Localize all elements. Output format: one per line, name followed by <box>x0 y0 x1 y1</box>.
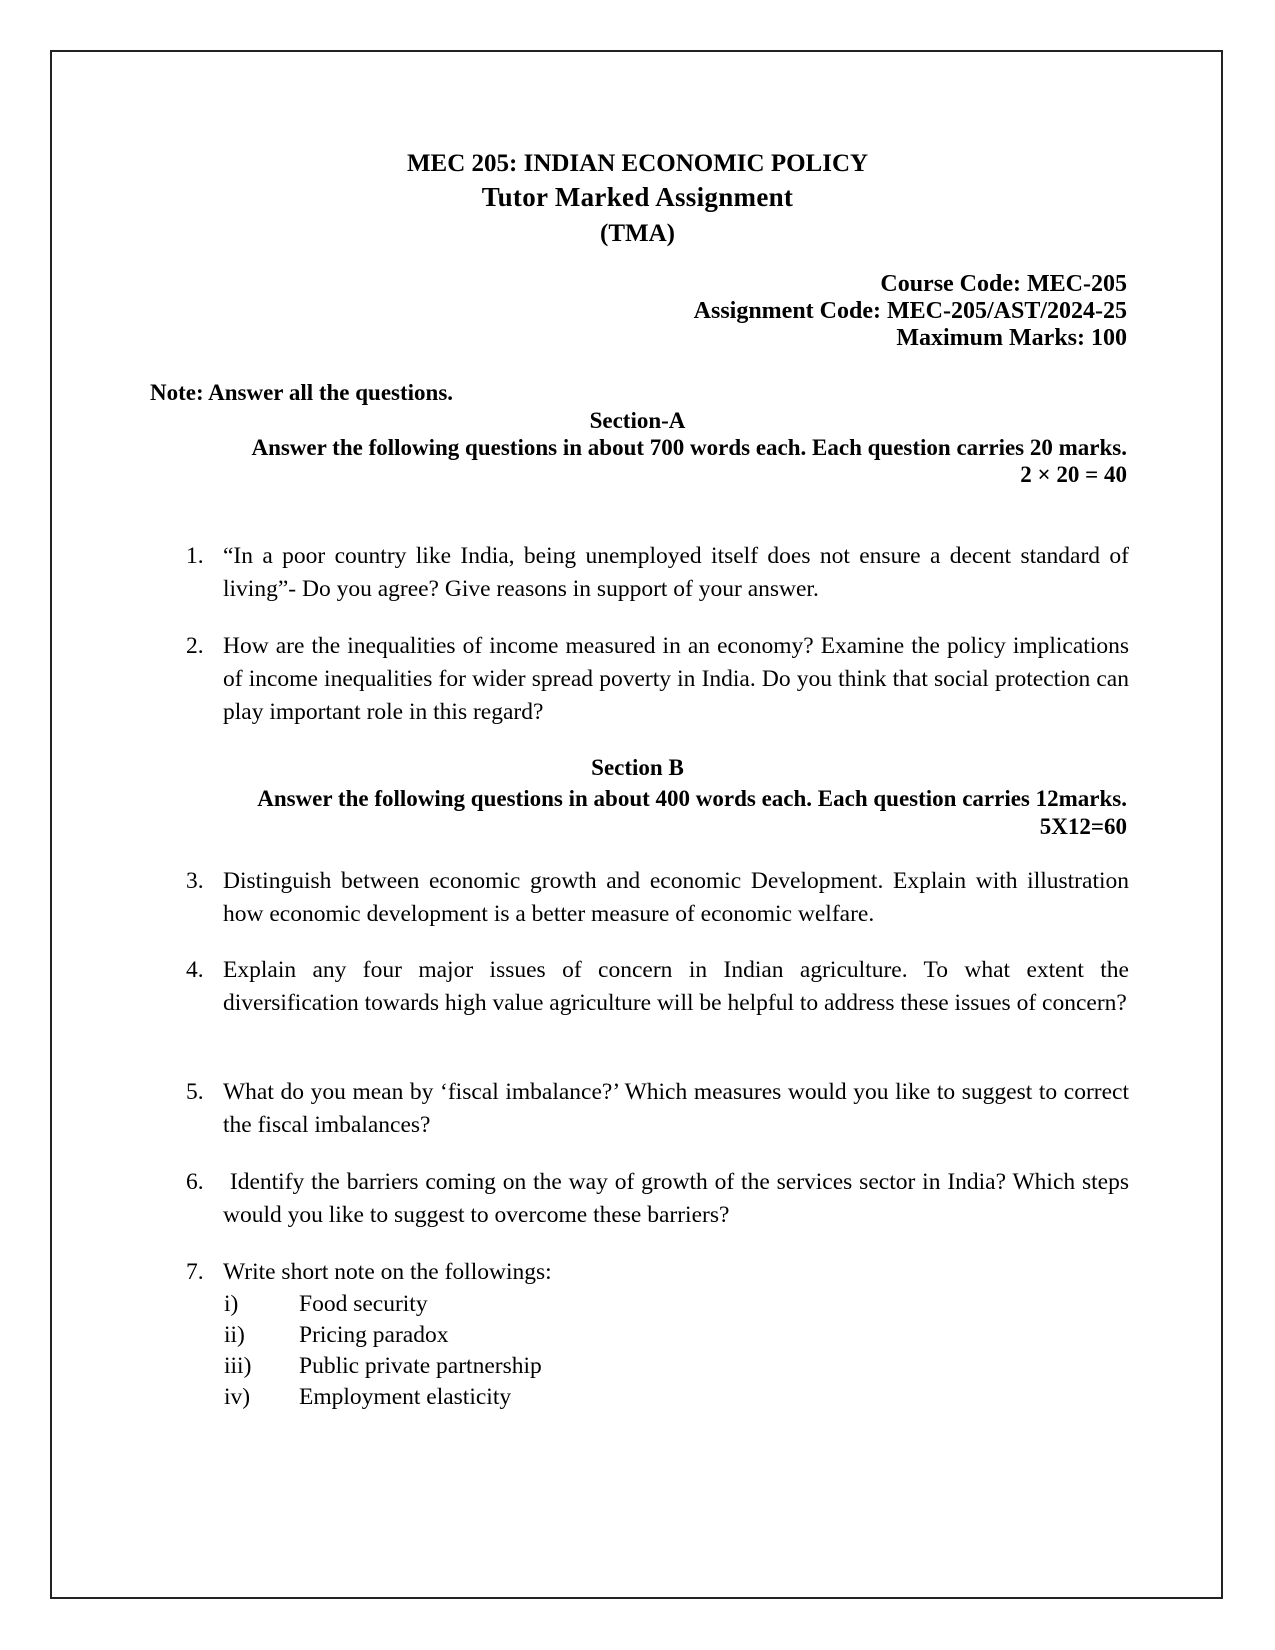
question-2 <box>186 630 1129 729</box>
course-code: Course Code: MEC-205 <box>880 271 1127 297</box>
assignment-code: Assignment Code: MEC-205/AST/2024-25 <box>693 298 1127 324</box>
sub-item <box>224 1350 542 1383</box>
section-a-title: Section-A <box>589 408 686 433</box>
question-number: 3. <box>186 868 204 894</box>
question-7 <box>186 1256 1129 1289</box>
question-text: What do you mean by ‘fiscal imbalance?’ Which measures would you like to suggest to correct the fiscal imbalances? <box>223 1079 1129 1138</box>
question-number: 4. <box>186 957 204 983</box>
sub-item-label: iii) <box>224 1353 252 1379</box>
sub-item <box>224 1288 428 1321</box>
question-1 <box>186 540 1129 606</box>
section-a-marks: 2 × 20 = 40 <box>1020 462 1127 487</box>
question-text: Distinguish between economic growth and economic Development. Explain with illustration how economic development is a better measure of economic welfare. <box>223 868 1129 927</box>
question-4 <box>186 954 1129 1020</box>
section-b-marks: 5X12=60 <box>1039 814 1127 839</box>
note: Note: Answer all the questions. <box>150 380 454 405</box>
sub-item <box>224 1381 511 1414</box>
sub-item-text: Food security <box>299 1291 428 1317</box>
question-3 <box>186 865 1129 931</box>
document-title: MEC 205: INDIAN ECONOMIC POLICY <box>406 150 869 177</box>
sub-item-label: i) <box>224 1291 239 1317</box>
question-text: “In a poor country like India, being unemployed itself does not ensure a decent standard of living”- Do you agree? Give reasons in support of your answer. <box>223 543 1129 602</box>
document-abbr: (TMA) <box>600 220 675 247</box>
sub-item-text: Public private partnership <box>299 1353 542 1379</box>
sub-item-text: Employment elasticity <box>299 1384 512 1410</box>
question-number: 5. <box>186 1079 204 1105</box>
question-number: 1. <box>186 543 204 569</box>
section-b-title: Section B <box>591 755 684 780</box>
maximum-marks: Maximum Marks: 100 <box>896 325 1127 351</box>
question-text: Identify the barriers coming on the way of growth of the services sector in India? Which steps would you like to suggest to overcome these barriers? <box>223 1169 1135 1228</box>
sub-item-label: ii) <box>224 1322 245 1348</box>
question-number: 6. <box>186 1169 204 1195</box>
question-text: How are the inequalities of income measured in an economy? Examine the policy implications of income inequalities for wider spread poverty in India. Do you think that social protection can play important role in this regard? <box>223 633 1129 725</box>
section-b-instruction: Answer the following questions in about 400 words each. Each question carries 12marks. <box>257 786 1127 811</box>
section-a-instruction: Answer the following questions in about 700 words each. Each question carries 20 marks. <box>251 435 1127 460</box>
question-6 <box>186 1166 1135 1232</box>
question-number: 7. <box>186 1259 204 1285</box>
question-number: 2. <box>186 633 204 659</box>
sub-item <box>224 1319 448 1352</box>
sub-item-text: Pricing paradox <box>299 1322 449 1348</box>
question-text: Explain any four major issues of concern in Indian agriculture. To what extent the diversification towards high value agriculture will be helpful to address these issues of concern? <box>223 957 1129 1016</box>
sub-item-label: iv) <box>224 1384 251 1410</box>
question-5 <box>186 1076 1129 1142</box>
question-text: Write short note on the followings: <box>223 1259 552 1285</box>
document-subtitle: Tutor Marked Assignment <box>481 182 794 212</box>
